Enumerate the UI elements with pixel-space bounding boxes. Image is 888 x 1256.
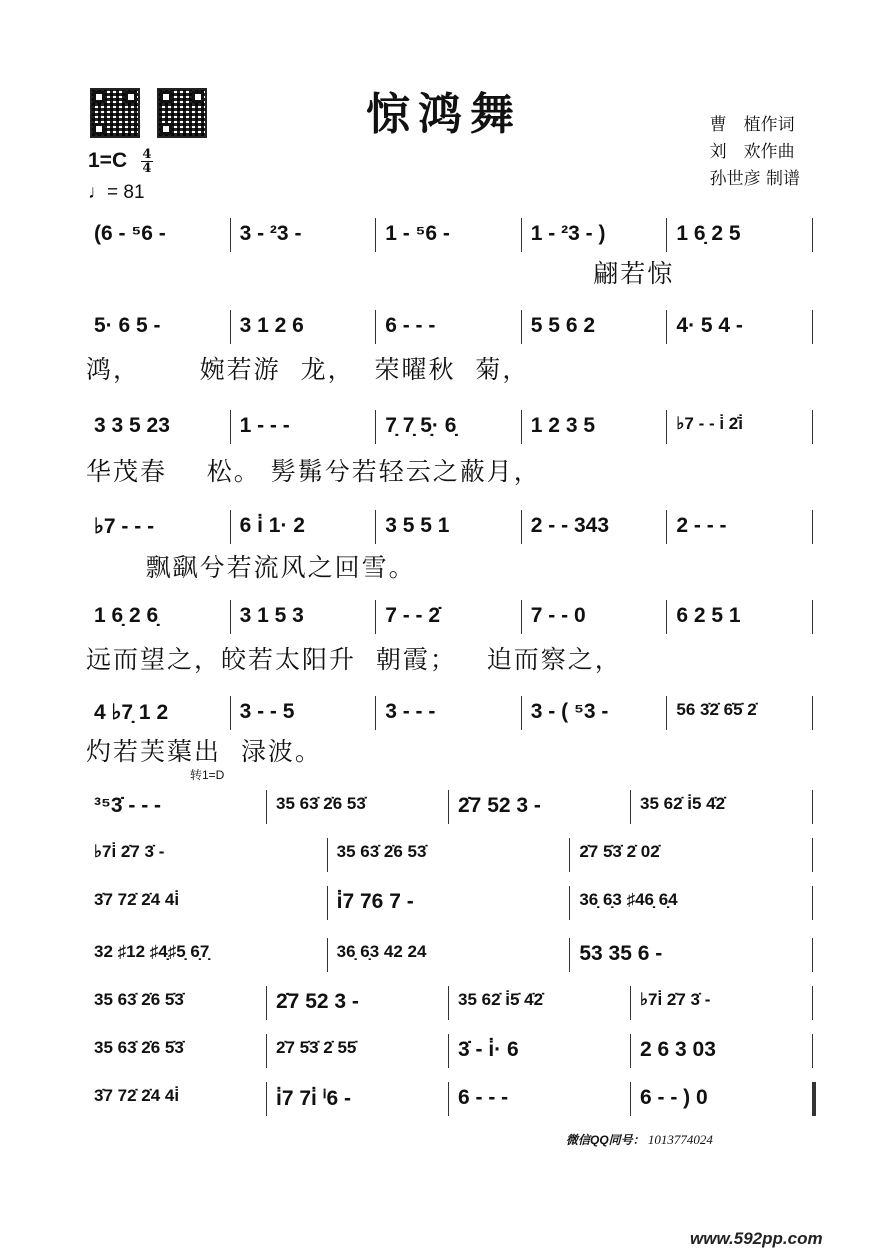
- score-line-4: [86, 510, 814, 550]
- barline: [812, 986, 813, 1020]
- score-line-9: [86, 886, 814, 926]
- lyricist-credit: 曹 植作词: [709, 115, 795, 135]
- barline: [266, 1034, 267, 1068]
- measure: 4· 5 4 -: [676, 314, 743, 337]
- barline: [521, 510, 522, 544]
- barline: [266, 986, 267, 1020]
- barline: [812, 1082, 816, 1116]
- measure: i̇7 76 7 -: [336, 890, 414, 913]
- measure: 7 - - 0: [530, 604, 586, 627]
- barline: [630, 790, 631, 824]
- measure: 6 i̇ 1· 2: [239, 514, 305, 537]
- measure: 3̇7 72̇ 2̇4 4i̇: [94, 890, 180, 909]
- barline: [666, 218, 667, 252]
- barline: [521, 600, 522, 634]
- lyrics-line-3: 华茂春 松。 髣髴兮若轻云之蔽月，: [86, 457, 541, 486]
- barline: [812, 886, 813, 920]
- barline: [375, 310, 376, 344]
- measure: 35 63̇ 2̇6 53̇: [276, 794, 366, 813]
- barline: [375, 510, 376, 544]
- measure: 1 6̣ 2 6̣: [94, 604, 159, 627]
- measure: 3 - ²3 -: [239, 222, 302, 245]
- measure: 6 - - -: [458, 1086, 509, 1109]
- measure: 35 62̇ i̇5 4̇2̇: [640, 794, 726, 813]
- score-line-13: [86, 1082, 814, 1122]
- barline: [327, 886, 328, 920]
- barline: [230, 218, 231, 252]
- measure: 3 - - -: [385, 700, 436, 723]
- barline: [448, 1082, 449, 1116]
- measure: i̇7 7i̇ ⁱ6 -: [276, 1087, 351, 1110]
- barline: [666, 310, 667, 344]
- barline: [448, 1034, 449, 1068]
- measure: 1 - ⁵6 -: [385, 222, 450, 245]
- measure: 35 63̇ 2̇6 53̇: [336, 842, 427, 861]
- barline: [448, 986, 449, 1020]
- score-line-7: [86, 790, 814, 830]
- measure: 6 2 5 1: [676, 604, 741, 627]
- measure: 1 6̣ 2 5: [676, 222, 741, 245]
- measure: 3 - ( ⁵3 -: [530, 700, 609, 723]
- measure: 2̇7 52 3 -: [276, 990, 359, 1013]
- measure: 2 - - -: [676, 514, 727, 537]
- barline: [375, 600, 376, 634]
- barline: [569, 938, 570, 972]
- measure: 2 - - 343: [530, 514, 610, 537]
- barline: [375, 410, 376, 444]
- measure: ♭7i̇ 2̇7 3̇ -: [94, 842, 165, 861]
- measure: 2̇7 52 3 -: [458, 794, 541, 817]
- measure: 2̇7 5̇3̇ 2̇ 02̇: [579, 842, 660, 861]
- lyrics-line-2: 鸿， 婉若游 龙， 荣曜秋 菊，: [86, 355, 530, 384]
- barline: [812, 938, 813, 972]
- measure: 2 6 3 03: [640, 1038, 716, 1061]
- measure: 1 - - -: [239, 414, 290, 437]
- measure: (6 - ⁵6 -: [94, 222, 166, 245]
- measure: 4 ♭7̣ 1 2: [94, 701, 169, 724]
- key-change-annotation: 转1=D: [190, 768, 225, 782]
- measure: 35 62̇ i̇5̇ 4̇2̇: [458, 990, 544, 1009]
- measure: 6 - - ) 0: [640, 1086, 708, 1109]
- tempo-marking: [88, 182, 145, 204]
- measure: 35 63̇ 2̇6 5̇3̇: [94, 990, 184, 1009]
- measure: 6 - - -: [385, 314, 436, 337]
- barline: [375, 696, 376, 730]
- measure: 3 5 5 1: [385, 514, 450, 537]
- barline: [569, 886, 570, 920]
- barline: [666, 696, 667, 730]
- barline: [230, 696, 231, 730]
- measure: 5· 6 5 -: [94, 314, 161, 337]
- lyrics-line-6: 灼若芙蕖出 渌波。: [86, 737, 322, 766]
- barline: [448, 790, 449, 824]
- barline: [230, 600, 231, 634]
- barline: [230, 310, 231, 344]
- quarter-note-icon: ♩: [88, 182, 107, 203]
- barline: [812, 838, 813, 872]
- measure: 3 1 2 6: [239, 314, 304, 337]
- measure: 3 3 5 23: [94, 414, 170, 437]
- measure: 3 1 5 3: [239, 604, 304, 627]
- score-line-3: [86, 410, 814, 450]
- score-line-12: [86, 1034, 814, 1074]
- barline: [266, 1082, 267, 1116]
- lyrics-line-1: 翩若惊: [86, 259, 675, 288]
- tempo-value: = 81: [107, 182, 145, 203]
- barline: [812, 218, 813, 252]
- barline: [327, 938, 328, 972]
- key-label: 1=C: [88, 149, 128, 173]
- barline: [569, 838, 570, 872]
- measure: 3̇7 72̇ 2̇4 4i̇: [94, 1086, 180, 1105]
- contact-label: 微信QQ同号：: [566, 1133, 645, 1147]
- barline: [630, 1034, 631, 1068]
- measure: 36̣ 6̣3 ♯46̣ 6̣4: [579, 890, 678, 909]
- website-link[interactable]: www.592pp.com: [690, 1229, 823, 1248]
- key-signature: [88, 148, 153, 175]
- contact-info: [566, 1131, 713, 1148]
- measure: 2̇7 5̇3̇ 2̇ 55̇: [276, 1038, 357, 1057]
- barline: [812, 410, 813, 444]
- measure: ♭7 - - i̇ 2̇i̇: [676, 414, 743, 433]
- barline: [630, 986, 631, 1020]
- barline: [812, 696, 813, 730]
- barline: [521, 696, 522, 730]
- score-line-11: [86, 986, 814, 1026]
- barline: [521, 218, 522, 252]
- barline: [521, 410, 522, 444]
- measure: 56 3̇2̇ 6̇5̇ 2̇: [676, 700, 757, 719]
- measure: ♭7i̇ 2̇7 3̇ -: [640, 990, 711, 1009]
- barline: [812, 510, 813, 544]
- measure: 1 2 3 5: [530, 414, 596, 437]
- barline: [812, 310, 813, 344]
- song-title: 惊鸿舞: [366, 89, 522, 140]
- score-line-5: [86, 600, 814, 640]
- barline: [230, 410, 231, 444]
- contact-number: 1013774024: [647, 1132, 713, 1147]
- barline: [666, 600, 667, 634]
- barline: [812, 1034, 813, 1068]
- measure: 53 35 6 -: [579, 942, 663, 965]
- score-line-1: [86, 218, 814, 258]
- measure: 32 ♯12 ♯4̣♯5̣ 6̣7̣: [94, 942, 210, 961]
- barline: [230, 510, 231, 544]
- measure: 3̇ - i̇· 6: [458, 1038, 519, 1061]
- transcriber-credit: 孙世彦 制谱: [709, 169, 800, 189]
- score-line-10: [86, 938, 814, 978]
- barline: [327, 838, 328, 872]
- measure: 5 5 6 2: [530, 314, 596, 337]
- barline: [666, 410, 667, 444]
- score-line-6: [86, 696, 814, 736]
- barline: [375, 218, 376, 252]
- barline: [266, 790, 267, 824]
- measure: 7 - - 2̇: [385, 604, 441, 627]
- score-line-2: [86, 310, 814, 350]
- measure: 3 - - 5: [239, 700, 295, 723]
- measure: 7̣ 7̣ 5̣· 6̣: [385, 414, 457, 437]
- barline: [812, 600, 813, 634]
- composer-credit: 刘 欢作曲: [709, 142, 795, 162]
- measure: 35 63̇ 2̇6 5̇3̇: [94, 1038, 184, 1057]
- measure: ♭7 - - -: [94, 515, 155, 538]
- barline: [630, 1082, 631, 1116]
- measure: 1 - ²3 - ): [530, 222, 606, 245]
- measure: 36̣ 6̣3 42 24: [336, 942, 427, 961]
- lyrics-line-4: 飘飖兮若流风之回雪。: [86, 553, 416, 582]
- score-line-8: [86, 838, 814, 878]
- barline: [521, 310, 522, 344]
- credits: [710, 112, 800, 193]
- time-signature: $\frac{4}{4}$: [142, 147, 152, 176]
- barline: [666, 510, 667, 544]
- barline: [812, 790, 813, 824]
- lyrics-line-5: 远而望之，皎若太阳升 朝霞； 迫而察之，: [86, 645, 622, 674]
- measure: ³⁵3̇ - - -: [94, 794, 162, 817]
